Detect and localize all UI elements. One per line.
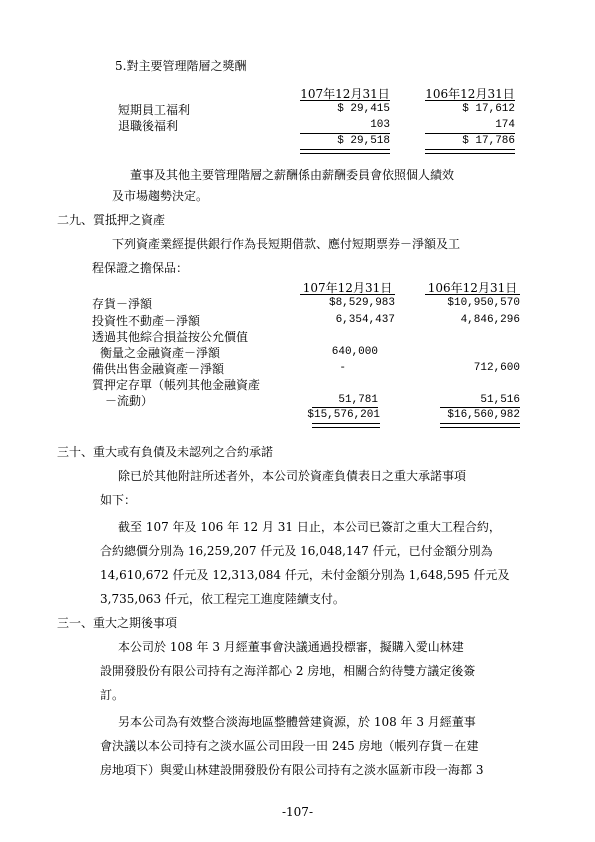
s29-total-2017: $16,560,982 xyxy=(447,409,520,421)
s29-subtotal-rule xyxy=(440,407,520,408)
s29-col-header-2018: 107年12月31日 xyxy=(300,282,395,295)
s30-paragraph-line: 截至 107 年及 106 年 12 月 31 日止，本公司已簽訂之重大工程合約， xyxy=(118,520,501,534)
s29-row-label: 存貨－淨額 xyxy=(92,297,153,311)
s29-col-header-2017: 106年12月31日 xyxy=(425,282,520,295)
s31-paragraph-line: 訂。 xyxy=(100,688,125,702)
s30-paragraph-line: 合約總價分別為 16,259,207 仟元及 16,048,147 仟元，已付金額分別為 xyxy=(100,544,493,558)
s30-paragraph-line: 除已於其他附註所述者外，本公司於資產負債表日之重大承諾事項 xyxy=(118,469,467,483)
s31-paragraph-line: 本公司於 108 年 3 月經董事會決議通過投標審，擬購入愛山林建 xyxy=(118,640,464,654)
s29-intro-line: 下列資產業經提供銀行作為長短期借款、應付短期票券－淨額及工 xyxy=(112,237,461,251)
s29-row-value-2017: $10,950,570 xyxy=(447,297,520,309)
s5-note-line: 董事及其他主要管理階層之薪酬係由薪酬委員會依照個人績效 xyxy=(130,168,455,182)
s5-row-label: 退職後福利 xyxy=(118,119,179,133)
s5-note-line: 及市場趨勢決定。 xyxy=(112,189,209,203)
s29-row-label: 投資性不動產－淨額 xyxy=(92,314,201,328)
s5-total-double-rule xyxy=(300,149,390,154)
s31-paragraph-line: 房地項下）與愛山林建設開發股份有限公司持有之淡水區新市段一海都 3 xyxy=(100,763,484,777)
s5-total-2017: $ 17,786 xyxy=(462,135,515,147)
s31-paragraph-line: 設開發股份有限公司持有之海洋都心 2 房地，相關合約待雙方議定後簽 xyxy=(100,664,476,678)
s29-total-double-rule xyxy=(440,423,520,428)
page-number: -107- xyxy=(281,805,313,819)
s29-row-label: 透過其他綜合損益按公允價值 xyxy=(92,330,249,344)
s29-row-value-2017: 51,516 xyxy=(480,394,520,406)
s5-total-double-rule xyxy=(425,149,515,154)
s5-row-value-2018: 103 xyxy=(370,119,390,131)
s5-total-2018: $ 29,518 xyxy=(337,135,390,147)
s5-row-value-2017: 174 xyxy=(495,119,515,131)
s5-subtotal-rule xyxy=(425,133,515,134)
s31-paragraph-line: 另本公司為有效整合淡海地區整體營建資源，於 108 年 3 月經董事 xyxy=(118,715,476,729)
s5-col-header-2018: 107年12月31日 xyxy=(300,87,390,101)
section-30-heading: 三十、重大或有負債及未認列之合約承諾 xyxy=(57,445,274,459)
section-31-heading: 三一、重大之期後事項 xyxy=(57,616,178,630)
s29-row-value-2018: - xyxy=(339,362,346,374)
s31-paragraph-line: 會決議以本公司持有之淡水區公司田段一田 245 房地（帳列存貨－在建 xyxy=(100,739,479,753)
s29-intro-line: 程保證之擔保品： xyxy=(92,261,189,275)
section-5-title: 5.對主要管理階層之獎酬 xyxy=(115,59,247,73)
s29-row-label: 備供出售金融資產－淨額 xyxy=(92,362,225,376)
s29-total-double-rule xyxy=(312,423,380,428)
s29-row-value-2018: 6,354,437 xyxy=(335,314,395,326)
s29-row-value-2017: 712,600 xyxy=(473,362,520,374)
s30-paragraph-line: 14,610,672 仟元及 12,313,084 仟元，未付金額分別為 1,648,595 仟元及 xyxy=(100,568,510,582)
s29-row-value-2018: 51,781 xyxy=(338,394,378,406)
s29-row-value-2017: 4,846,296 xyxy=(460,314,520,326)
s5-row-value-2018: $ 29,415 xyxy=(337,103,390,115)
section-29-heading: 二九、質抵押之資產 xyxy=(57,213,166,227)
s29-row-value-2018: $8,529,983 xyxy=(328,297,395,309)
s30-paragraph-line: 如下： xyxy=(100,493,137,507)
s5-row-value-2017: $ 17,612 xyxy=(462,103,515,115)
s5-subtotal-rule xyxy=(300,133,390,134)
s5-row-label: 短期員工福利 xyxy=(118,103,191,117)
s29-row-label: －流動） xyxy=(105,394,154,408)
s30-paragraph-line: 3,735,063 仟元，依工程完工進度陸續支付。 xyxy=(100,592,345,606)
s29-subtotal-rule xyxy=(312,407,378,408)
s5-col-header-2017: 106年12月31日 xyxy=(425,87,515,101)
s29-row-label: 衡量之金融資產－淨額 xyxy=(100,346,221,360)
s29-total-2018: $15,576,201 xyxy=(307,409,380,421)
s29-row-label: 質押定存單（帳列其他金融資產 xyxy=(92,378,261,392)
s29-row-value-2018: 640,000 xyxy=(331,346,378,358)
